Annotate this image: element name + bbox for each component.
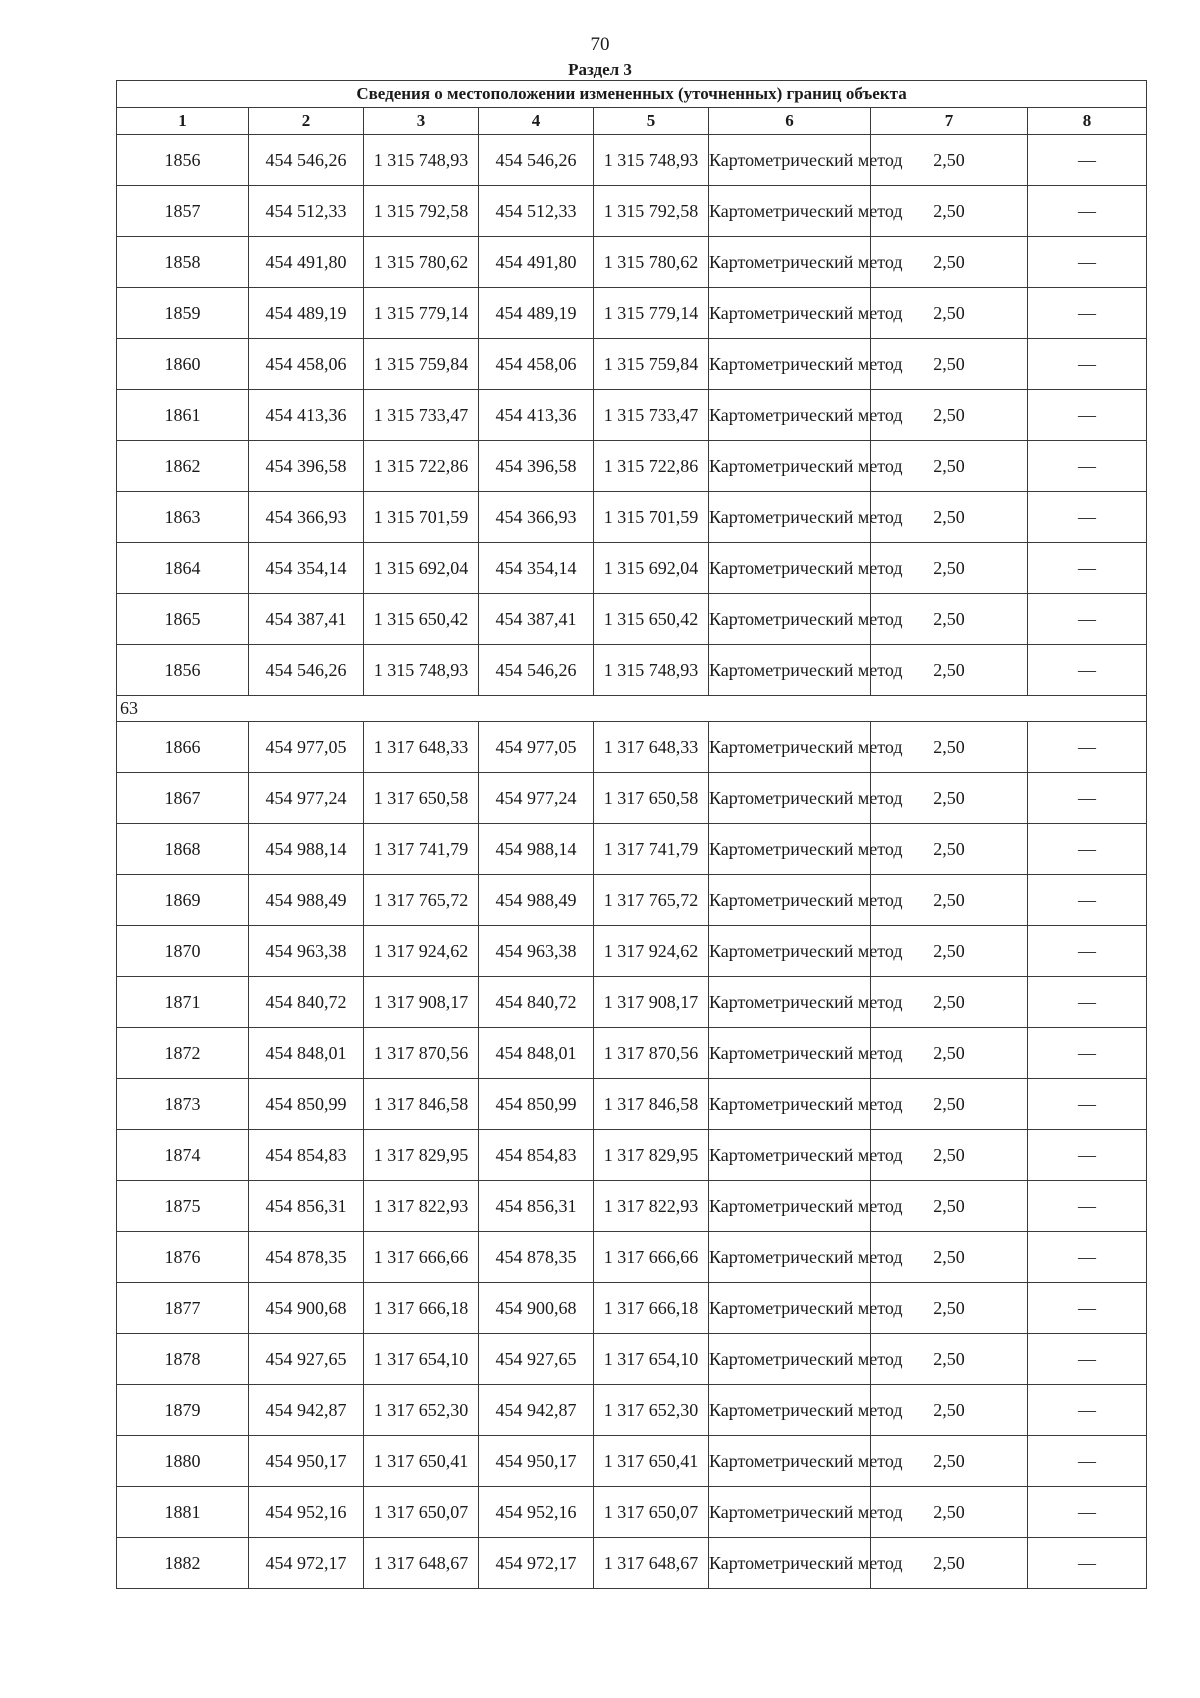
table-cell-col-2: 454 387,41 [249,594,364,645]
table-cell-col-3: 1 317 654,10 [364,1334,479,1385]
table-cell-col-6: Картометрический метод [709,926,871,977]
table-cell-col-4: 454 489,19 [479,288,594,339]
table-cell-col-1: 1862 [117,441,249,492]
table-cell-col-5: 1 315 780,62 [594,237,709,288]
table-cell-col-5: 1 317 829,95 [594,1130,709,1181]
table-cell-col-1: 1882 [117,1538,249,1589]
table-cell-col-4: 454 963,38 [479,926,594,977]
table-cell-col-6: Картометрический метод [709,824,871,875]
table-cell-col-2: 454 850,99 [249,1079,364,1130]
table-row [117,1181,1147,1232]
table-cell-col-6: Картометрический метод [709,1283,871,1334]
table-cell-col-8: — [1028,1130,1147,1181]
table-cell-col-4: 454 977,05 [479,722,594,773]
table-cell-col-8: — [1028,237,1147,288]
table-cell-col-8: — [1028,1283,1147,1334]
table-cell-col-2: 454 952,16 [249,1487,364,1538]
table-cell-col-8: — [1028,441,1147,492]
table-cell-col-5: 1 317 924,62 [594,926,709,977]
table-cell-col-1: 1860 [117,339,249,390]
table-cell-col-2: 454 546,26 [249,135,364,186]
table-cell-col-4: 454 988,14 [479,824,594,875]
table-row [117,1538,1147,1589]
table-cell-col-6: Картометрический метод [709,441,871,492]
table-cell-col-2: 454 942,87 [249,1385,364,1436]
table-cell-col-8: — [1028,1487,1147,1538]
table-cell-col-3: 1 317 741,79 [364,824,479,875]
table-cell-col-2: 454 366,93 [249,492,364,543]
column-header: 3 [364,108,479,135]
table-row [117,390,1147,441]
table-cell-col-6: Картометрический метод [709,390,871,441]
table-cell-col-8: — [1028,288,1147,339]
table-cell-col-4: 454 878,35 [479,1232,594,1283]
table-cell-col-1: 1874 [117,1130,249,1181]
table-cell-col-1: 1866 [117,722,249,773]
table-cell-col-5: 1 317 666,66 [594,1232,709,1283]
table-cell-col-4: 454 972,17 [479,1538,594,1589]
table-cell-col-8: — [1028,543,1147,594]
table-cell-col-7: 2,50 [871,1028,1028,1079]
table-cell-col-2: 454 950,17 [249,1436,364,1487]
table-cell-col-3: 1 315 733,47 [364,390,479,441]
table-cell-col-3: 1 315 701,59 [364,492,479,543]
table-cell-col-3: 1 315 780,62 [364,237,479,288]
column-header: 7 [871,108,1028,135]
table-row [117,1130,1147,1181]
table-cell-col-2: 454 963,38 [249,926,364,977]
table-cell-col-4: 454 854,83 [479,1130,594,1181]
table-cell-col-2: 454 972,17 [249,1538,364,1589]
table-cell-col-7: 2,50 [871,288,1028,339]
table-cell-col-4: 454 942,87 [479,1385,594,1436]
table-cell-col-5: 1 317 650,07 [594,1487,709,1538]
table-cell-col-7: 2,50 [871,492,1028,543]
table-cell-col-7: 2,50 [871,773,1028,824]
table-cell-col-3: 1 315 748,93 [364,645,479,696]
table-cell-col-7: 2,50 [871,1079,1028,1130]
table-cell-col-5: 1 317 741,79 [594,824,709,875]
table-cell-col-7: 2,50 [871,926,1028,977]
table-cell-col-1: 1872 [117,1028,249,1079]
column-header: 2 [249,108,364,135]
table-cell-col-2: 454 927,65 [249,1334,364,1385]
table-cell-col-3: 1 317 648,67 [364,1538,479,1589]
table-cell-col-5: 1 315 701,59 [594,492,709,543]
table-cell-col-1: 1877 [117,1283,249,1334]
table-cell-col-4: 454 396,58 [479,441,594,492]
table-cell-col-7: 2,50 [871,339,1028,390]
table-cell-col-7: 2,50 [871,1385,1028,1436]
table-row [117,492,1147,543]
table-cell-col-6: Картометрический метод [709,773,871,824]
table-cell-col-3: 1 317 908,17 [364,977,479,1028]
table-cell-col-1: 1867 [117,773,249,824]
table-cell-col-6: Картометрический метод [709,977,871,1028]
column-header: 6 [709,108,871,135]
table-cell-col-6: Картометрический метод [709,186,871,237]
table-cell-col-3: 1 315 650,42 [364,594,479,645]
column-header: 8 [1028,108,1147,135]
table-cell-col-1: 1879 [117,1385,249,1436]
table-cell-col-2: 454 977,05 [249,722,364,773]
table-cell-col-8: — [1028,1385,1147,1436]
table-cell-col-6: Картометрический метод [709,339,871,390]
table-cell-col-5: 1 317 650,41 [594,1436,709,1487]
table-cell-col-2: 454 977,24 [249,773,364,824]
table-cell-col-2: 454 458,06 [249,339,364,390]
table-cell-col-3: 1 315 748,93 [364,135,479,186]
table-cell-col-1: 1880 [117,1436,249,1487]
table-cell-col-3: 1 317 870,56 [364,1028,479,1079]
table-cell-col-3: 1 317 648,33 [364,722,479,773]
table-cell-col-8: — [1028,926,1147,977]
table-caption-row [117,81,1147,108]
table-cell-col-7: 2,50 [871,1232,1028,1283]
table-cell-col-2: 454 854,83 [249,1130,364,1181]
table-row [117,722,1147,773]
table-row [117,1283,1147,1334]
table-cell-col-4: 454 927,65 [479,1334,594,1385]
table-cell-col-7: 2,50 [871,824,1028,875]
table-cell-col-2: 454 491,80 [249,237,364,288]
table-cell-col-3: 1 317 650,41 [364,1436,479,1487]
table-cell-col-7: 2,50 [871,135,1028,186]
table-cell-col-3: 1 317 765,72 [364,875,479,926]
table-row [117,1079,1147,1130]
table-cell-col-1: 1871 [117,977,249,1028]
table-cell-col-4: 454 950,17 [479,1436,594,1487]
table-cell-col-8: — [1028,1538,1147,1589]
column-header: 5 [594,108,709,135]
table-cell-col-7: 2,50 [871,186,1028,237]
table-cell-col-6: Картометрический метод [709,1385,871,1436]
table-cell-col-7: 2,50 [871,237,1028,288]
table-cell-col-3: 1 317 846,58 [364,1079,479,1130]
table-cell-col-8: — [1028,875,1147,926]
table-cell-col-5: 1 315 748,93 [594,135,709,186]
table-cell-col-5: 1 315 759,84 [594,339,709,390]
table-cell-col-1: 1870 [117,926,249,977]
table-cell-col-2: 454 354,14 [249,543,364,594]
table-cell-col-2: 454 413,36 [249,390,364,441]
table-cell-col-7: 2,50 [871,1283,1028,1334]
table-cell-col-5: 1 317 666,18 [594,1283,709,1334]
table-cell-col-1: 1859 [117,288,249,339]
table-cell-col-5: 1 315 779,14 [594,288,709,339]
table-cell-col-3: 1 317 666,66 [364,1232,479,1283]
table-row [117,977,1147,1028]
table-cell-col-7: 2,50 [871,1487,1028,1538]
table-cell-col-8: — [1028,594,1147,645]
table-cell-col-5: 1 315 722,86 [594,441,709,492]
table-cell-col-6: Картометрический метод [709,645,871,696]
table-row [117,543,1147,594]
table-cell-col-3: 1 315 792,58 [364,186,479,237]
column-header: 1 [117,108,249,135]
table-cell-col-6: Картометрический метод [709,875,871,926]
table-cell-col-4: 454 366,93 [479,492,594,543]
table-cell-col-2: 454 878,35 [249,1232,364,1283]
table-cell-col-1: 1858 [117,237,249,288]
table-cell-col-5: 1 317 650,58 [594,773,709,824]
table-cell-col-8: — [1028,722,1147,773]
table-row [117,824,1147,875]
table-row [117,1232,1147,1283]
table-cell-col-4: 454 977,24 [479,773,594,824]
table-cell-col-8: — [1028,186,1147,237]
table-cell-col-7: 2,50 [871,977,1028,1028]
table-cell-col-6: Картометрический метод [709,1130,871,1181]
table-cell-col-6: Картометрический метод [709,237,871,288]
table-cell-col-1: 1863 [117,492,249,543]
table-cell-col-1: 1878 [117,1334,249,1385]
table-cell-col-5: 1 315 692,04 [594,543,709,594]
table-cell-col-7: 2,50 [871,1436,1028,1487]
table-cell-col-7: 2,50 [871,722,1028,773]
table-cell-col-2: 454 546,26 [249,645,364,696]
table-cell-col-8: — [1028,773,1147,824]
table-cell-col-3: 1 315 759,84 [364,339,479,390]
group-label-row [117,696,1147,722]
table-cell-col-4: 454 491,80 [479,237,594,288]
table-cell-col-6: Картометрический метод [709,288,871,339]
table-row [117,339,1147,390]
table-cell-col-4: 454 387,41 [479,594,594,645]
table-cell-col-2: 454 396,58 [249,441,364,492]
table-body [117,135,1147,1589]
table-cell-col-2: 454 840,72 [249,977,364,1028]
table-cell-col-2: 454 856,31 [249,1181,364,1232]
table-cell-col-2: 454 848,01 [249,1028,364,1079]
table-cell-col-1: 1856 [117,645,249,696]
table-cell-col-4: 454 512,33 [479,186,594,237]
table-row [117,875,1147,926]
table-cell-col-3: 1 317 822,93 [364,1181,479,1232]
table-cell-col-6: Картометрический метод [709,543,871,594]
table-cell-col-1: 1865 [117,594,249,645]
table-row [117,594,1147,645]
table-cell-col-1: 1857 [117,186,249,237]
table-cell-col-6: Картометрический метод [709,1181,871,1232]
table-cell-col-6: Картометрический метод [709,1334,871,1385]
table-cell-col-4: 454 840,72 [479,977,594,1028]
table-cell-col-8: — [1028,390,1147,441]
table-cell-col-6: Картометрический метод [709,135,871,186]
table-cell-col-6: Картометрический метод [709,1436,871,1487]
table-cell-col-5: 1 317 822,93 [594,1181,709,1232]
table-row [117,773,1147,824]
table-cell-col-3: 1 317 924,62 [364,926,479,977]
table-cell-col-7: 2,50 [871,645,1028,696]
table-cell-col-4: 454 856,31 [479,1181,594,1232]
table-cell-col-2: 454 512,33 [249,186,364,237]
table-cell-col-5: 1 315 733,47 [594,390,709,441]
table-cell-col-8: — [1028,1436,1147,1487]
table-row [117,645,1147,696]
table-row [117,1385,1147,1436]
table-cell-col-7: 2,50 [871,875,1028,926]
table-cell-col-7: 2,50 [871,1130,1028,1181]
table-cell-col-7: 2,50 [871,543,1028,594]
table-cell-col-1: 1864 [117,543,249,594]
column-number-row [117,108,1147,135]
table-cell-col-7: 2,50 [871,390,1028,441]
table-cell-col-1: 1869 [117,875,249,926]
table-cell-col-1: 1868 [117,824,249,875]
table-cell-col-5: 1 317 654,10 [594,1334,709,1385]
table-cell-col-8: — [1028,1028,1147,1079]
table-row [117,186,1147,237]
coordinates-table [116,80,1147,1589]
table-cell-col-5: 1 315 748,93 [594,645,709,696]
table-cell-col-8: — [1028,977,1147,1028]
table-cell-col-4: 454 458,06 [479,339,594,390]
table-cell-col-8: — [1028,1334,1147,1385]
table-cell-col-5: 1 317 765,72 [594,875,709,926]
table-cell-col-8: — [1028,339,1147,390]
table-cell-col-5: 1 317 908,17 [594,977,709,1028]
table-cell-col-4: 454 413,36 [479,390,594,441]
table-cell-col-4: 454 952,16 [479,1487,594,1538]
table-cell-col-3: 1 315 779,14 [364,288,479,339]
table-cell-col-1: 1875 [117,1181,249,1232]
table-cell-col-4: 454 988,49 [479,875,594,926]
table-cell-col-6: Картометрический метод [709,594,871,645]
table-cell-col-5: 1 317 870,56 [594,1028,709,1079]
table-cell-col-5: 1 315 650,42 [594,594,709,645]
table-cell-col-8: — [1028,1181,1147,1232]
table-row [117,926,1147,977]
table-cell-col-1: 1881 [117,1487,249,1538]
table-cell-col-8: — [1028,1232,1147,1283]
table-cell-col-6: Картометрический метод [709,1487,871,1538]
table-cell-col-3: 1 317 829,95 [364,1130,479,1181]
table-row [117,237,1147,288]
table-cell-col-5: 1 315 792,58 [594,186,709,237]
table-cell-col-3: 1 315 692,04 [364,543,479,594]
column-header: 4 [479,108,594,135]
table-cell-col-4: 454 546,26 [479,135,594,186]
table-cell-col-6: Картометрический метод [709,722,871,773]
table-cell-col-3: 1 315 722,86 [364,441,479,492]
table-row [117,1436,1147,1487]
table-cell-col-7: 2,50 [871,1538,1028,1589]
table-cell-col-6: Картометрический метод [709,1079,871,1130]
table-cell-col-5: 1 317 648,67 [594,1538,709,1589]
table-cell-col-6: Картометрический метод [709,1232,871,1283]
group-label: 63 [117,696,1147,722]
table-cell-col-4: 454 354,14 [479,543,594,594]
table-cell-col-2: 454 988,14 [249,824,364,875]
table-cell-col-3: 1 317 650,07 [364,1487,479,1538]
table-row [117,1487,1147,1538]
table-cell-col-8: — [1028,135,1147,186]
table-cell-col-3: 1 317 652,30 [364,1385,479,1436]
page-number: 70 [590,34,610,55]
table-cell-col-8: — [1028,492,1147,543]
table-row [117,288,1147,339]
table-row [117,1028,1147,1079]
table-cell-col-8: — [1028,1079,1147,1130]
table-cell-col-3: 1 317 666,18 [364,1283,479,1334]
table-cell-col-1: 1876 [117,1232,249,1283]
table-cell-col-7: 2,50 [871,594,1028,645]
table-cell-col-5: 1 317 648,33 [594,722,709,773]
table-cell-col-4: 454 848,01 [479,1028,594,1079]
table-cell-col-7: 2,50 [871,1181,1028,1232]
table-row [117,441,1147,492]
table-cell-col-4: 454 546,26 [479,645,594,696]
table-cell-col-8: — [1028,824,1147,875]
table-cell-col-4: 454 900,68 [479,1283,594,1334]
table-cell-col-8: — [1028,645,1147,696]
table-cell-col-1: 1856 [117,135,249,186]
table-cell-col-5: 1 317 652,30 [594,1385,709,1436]
table-cell-col-2: 454 489,19 [249,288,364,339]
table-cell-col-2: 454 988,49 [249,875,364,926]
table-cell-col-1: 1873 [117,1079,249,1130]
table-row [117,135,1147,186]
table-cell-col-1: 1861 [117,390,249,441]
table-cell-col-6: Картометрический метод [709,1538,871,1589]
table-row [117,1334,1147,1385]
table-cell-col-5: 1 317 846,58 [594,1079,709,1130]
table-cell-col-7: 2,50 [871,441,1028,492]
table-cell-col-7: 2,50 [871,1334,1028,1385]
table-cell-col-6: Картометрический метод [709,492,871,543]
table-cell-col-3: 1 317 650,58 [364,773,479,824]
table-cell-col-2: 454 900,68 [249,1283,364,1334]
table-cell-col-4: 454 850,99 [479,1079,594,1130]
section-title: Раздел 3 [568,60,632,79]
table-cell-col-6: Картометрический метод [709,1028,871,1079]
table-caption: Сведения о местоположении измененных (уточненных) границ объекта [117,81,1147,108]
